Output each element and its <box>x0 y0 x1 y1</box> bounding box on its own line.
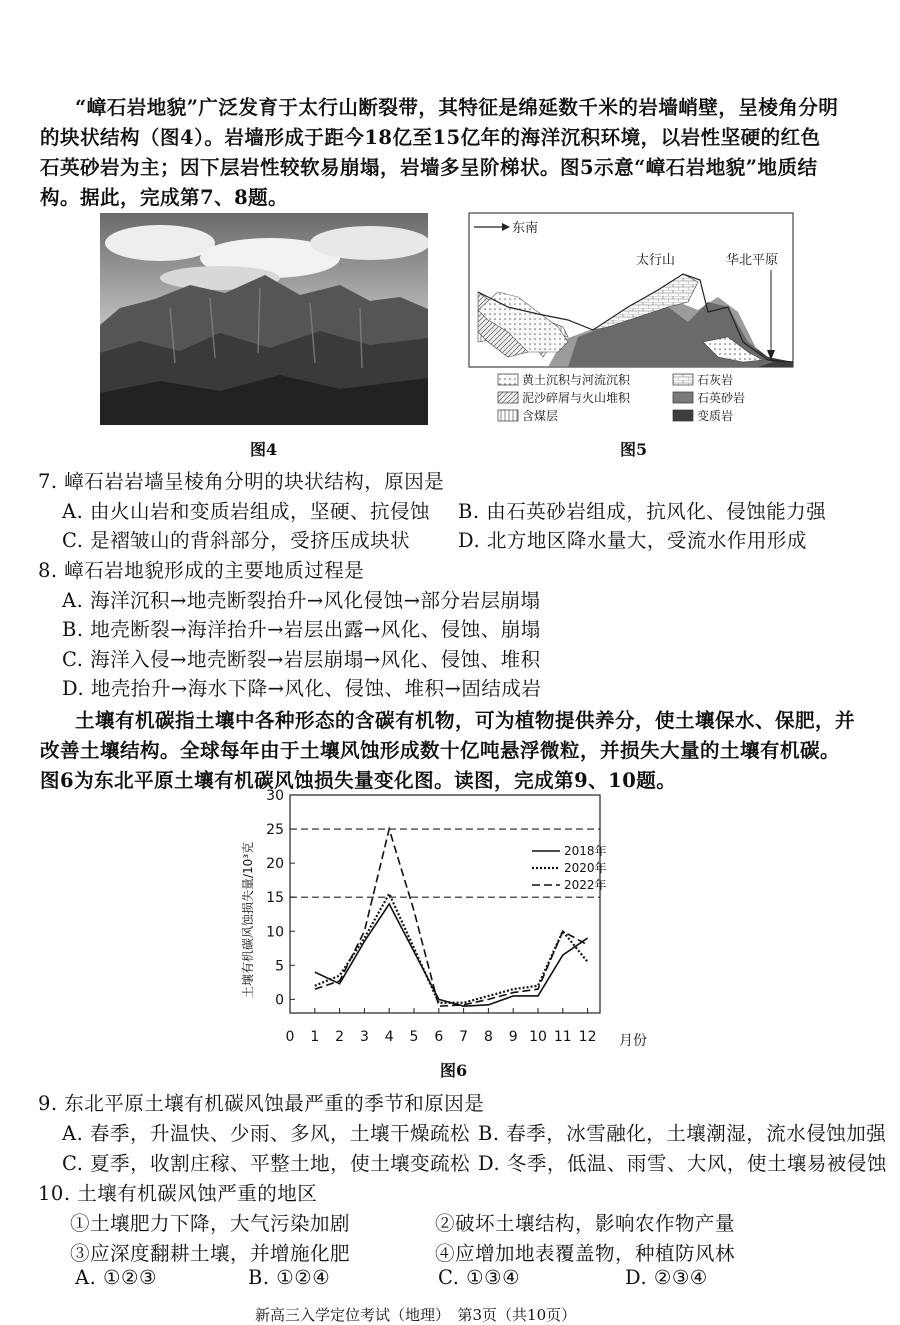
figure4-photo <box>100 213 428 425</box>
x-tick-label: 12 <box>578 1029 597 1045</box>
fig5-mountain-label: 太行山 <box>636 253 676 268</box>
y-tick-label: 5 <box>275 958 284 975</box>
fig5-plain-label: 华北平原 <box>726 253 779 268</box>
q10-option-a: A. ①②③ <box>75 1266 157 1289</box>
passage2-line1: 土壤有机碳指土壤中各种形态的含碳有机物，可为植物提供养分，使土壤保水、保肥，并 <box>75 709 856 732</box>
q9-option-a: A. 春季，升温快、少雨、多风，土壤干燥疏松 <box>62 1122 470 1145</box>
q7-stem: 7. 嶂石岩岩墙呈棱角分明的块状结构，原因是 <box>38 470 445 493</box>
page-footer: 新高三入学定位考试（地理） 第3页（共10页） <box>255 1306 577 1324</box>
passage1-line3: 石英砂岩为主；因下层岩性较软易崩塌，岩墙多呈阶梯状。图5示意“嶂石岩地貌”地质结 <box>40 156 818 179</box>
q10-stem: 10. 土壤有机碳风蚀严重的地区 <box>38 1182 318 1205</box>
x-tick-label: 1 <box>310 1029 320 1045</box>
fig5-legend-coal: 含煤层 <box>522 409 559 423</box>
x-tick-label: 3 <box>359 1029 369 1045</box>
q10-option-b: B. ①②④ <box>248 1266 331 1289</box>
q8-option-a: A. 海洋沉积→地壳断裂抬升→风化侵蚀→部分岩层崩塌 <box>62 589 541 612</box>
passage1-line1: “嶂石岩地貌”广泛发育于太行山断裂带，其特征是绵延数千米的岩墙峭壁，呈棱角分明 <box>75 96 839 119</box>
y-tick-label: 20 <box>266 856 284 873</box>
chart-ylabel: 土壤有机碳风蚀损失量/10³克 <box>241 841 255 999</box>
fig5-legend-loess: 黄土沉积与河流沉积 <box>522 373 631 387</box>
fig5-legend-volcanic: 泥沙碎屑与火山堆积 <box>522 391 631 405</box>
q10-item-1: ①土壤肥力下降，大气污染加剧 <box>70 1212 351 1235</box>
legend-label: 2020年 <box>564 861 607 875</box>
chart-frame <box>290 795 600 1013</box>
figure4-caption: 图4 <box>250 440 278 459</box>
q8-option-d: D. 地壳抬升→海水下降→风化、侵蚀、堆积→固结成岩 <box>62 677 542 700</box>
q10-option-d: D. ②③④ <box>625 1266 708 1289</box>
x-tick-label: 8 <box>483 1029 493 1045</box>
figure6-chart <box>230 785 670 1055</box>
x-tick-label: 11 <box>553 1029 572 1045</box>
chart-xunit: 月份 <box>619 1033 647 1049</box>
fig5-legend-limestone: 石灰岩 <box>697 373 734 387</box>
q10-option-c: C. ①③④ <box>438 1266 521 1289</box>
q7-option-d: D. 北方地区降水量大，受流水作用形成 <box>458 529 807 552</box>
passage2-line3: 图6为东北平原土壤有机碳风蚀损失量变化图。读图，完成第9、10题。 <box>40 769 677 792</box>
fig5-legend-sandstone: 石英砂岩 <box>697 391 746 405</box>
fig5-legend-metamorphic: 变质岩 <box>697 409 734 423</box>
q8-option-b: B. 地壳断裂→海洋抬升→岩层出露→风化、侵蚀、崩塌 <box>62 618 541 641</box>
x-tick-label: 9 <box>508 1029 518 1045</box>
passage2-line2: 改善土壤结构。全球每年由于土壤风蚀形成数十亿吨悬浮微粒，并损失大量的土壤有机碳。 <box>40 739 841 762</box>
q9-option-d: D. 冬季，低温、雨雪、大风，使土壤易被侵蚀 <box>478 1152 887 1175</box>
q9-stem: 9. 东北平原土壤有机碳风蚀最严重的季节和原因是 <box>38 1092 485 1115</box>
figure5-caption: 图5 <box>620 440 648 459</box>
legend-label: 2022年 <box>564 878 607 892</box>
q8-stem: 8. 嶂石岩地貌形成的主要地质过程是 <box>38 559 365 582</box>
passage1-line2: 的块状结构（图4）。岩墙形成于距今18亿至15亿年的海洋沉积环境，以岩性坚硬的红色 <box>40 126 821 149</box>
q7-option-c: C. 是褶皱山的背斜部分，受挤压成块状 <box>62 529 411 552</box>
q10-item-2: ②破坏土壤结构，影响农作物产量 <box>435 1212 736 1235</box>
q8-option-c: C. 海洋入侵→地壳断裂→岩层崩塌→风化、侵蚀、堆积 <box>62 648 541 671</box>
figure6-caption: 图6 <box>440 1061 468 1080</box>
legend-label: 2018年 <box>564 844 607 858</box>
y-tick-label: 30 <box>266 788 284 804</box>
y-tick-label: 0 <box>275 992 284 1009</box>
x-tick-label: 6 <box>434 1029 444 1045</box>
q9-option-c: C. 夏季，收割庄稼、平整土地，使土壤变疏松 <box>62 1152 471 1175</box>
q7-option-a: A. 由火山岩和变质岩组成，坚硬、抗侵蚀 <box>62 500 430 523</box>
x-tick-label: 2 <box>335 1029 345 1045</box>
y-tick-label: 15 <box>266 890 284 907</box>
y-tick-label: 10 <box>266 924 284 941</box>
series-line <box>315 829 588 1006</box>
x-tick-label: 7 <box>459 1029 469 1045</box>
q7-option-b: B. 由石英砂岩组成，抗风化、侵蚀能力强 <box>458 500 827 523</box>
figure5-diagram <box>468 212 794 430</box>
x-tick-label: 0 <box>285 1029 295 1045</box>
x-tick-label: 4 <box>384 1029 394 1045</box>
x-tick-label: 10 <box>529 1029 547 1045</box>
fig5-direction-label: 东南 <box>512 221 539 236</box>
q10-item-4: ④应增加地表覆盖物，种植防风林 <box>435 1242 736 1265</box>
series-line <box>315 904 588 1006</box>
passage1-line4: 构。据此，完成第7、8题。 <box>40 186 289 209</box>
q10-item-3: ③应深度翻耕土壤，并增施化肥 <box>70 1242 351 1265</box>
y-tick-label: 25 <box>266 822 284 839</box>
q9-option-b: B. 春季，冰雪融化，土壤潮湿，流水侵蚀加强 <box>478 1122 887 1145</box>
x-tick-label: 5 <box>409 1029 419 1045</box>
